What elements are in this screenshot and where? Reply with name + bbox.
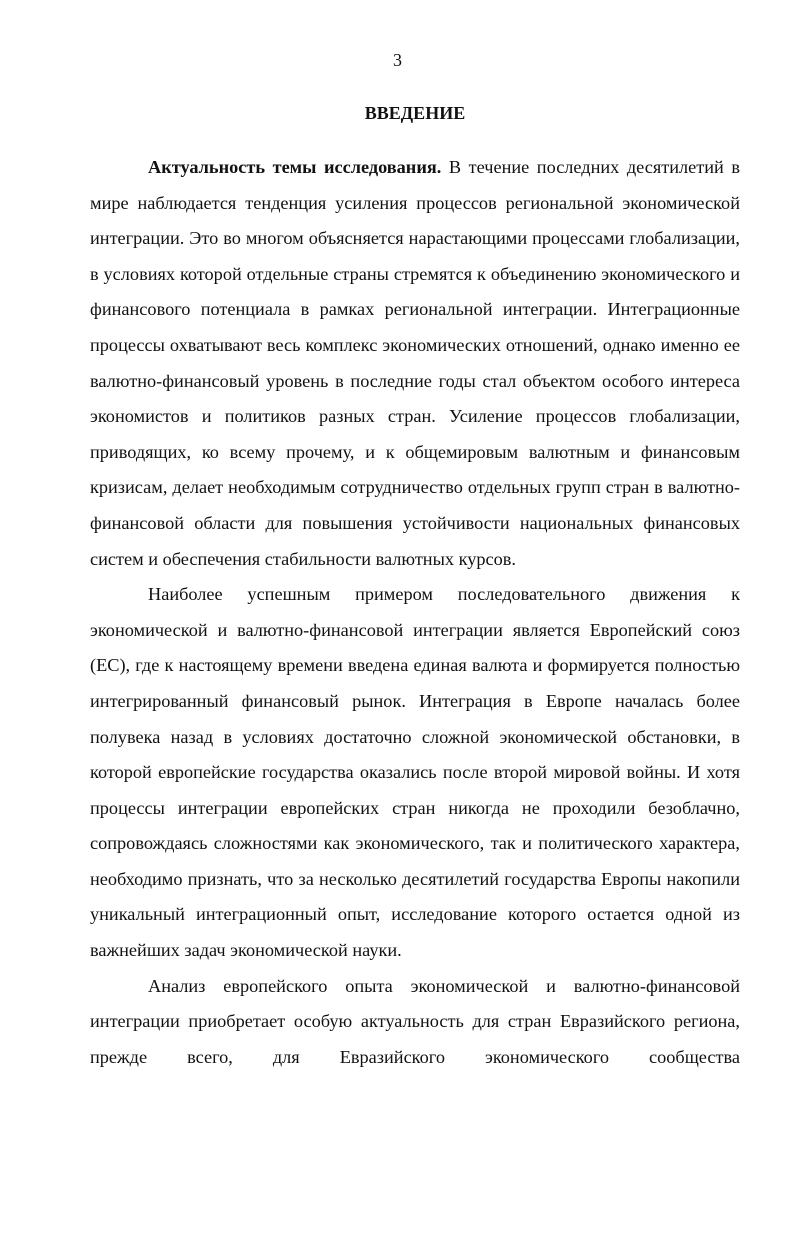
paragraph-text: В течение последних десятилетий в мире наблюдается тенденция усиления процессов региональной экономической интеграции. Это во многом объясняется нарастающими процессами глобализации, в условиях которой отдельные страны стремятся к объединению экономического и финансового потенциала в рамках региональной интеграции. Интеграционные процессы охватывают весь комплекс экономических отношений, однако именно ее валютно-финансовый уровень в последние годы стал объектом особого интереса экономистов и политиков разных стран. Усиление процессов глобализации, приводящих, ко всему прочему, и к общемировым валютным и финансовым кризисам, делает необходимым сотрудничество отдельных групп стран в валютно-финансовой области для повышения устойчивости национальных финансовых систем и обеспечения стабильности валютных курсов. <box>90 157 740 569</box>
page-number: 3 <box>393 50 402 70</box>
body-text <box>90 150 740 1075</box>
paragraph-text: Анализ европейского опыта экономической и валютно-финансовой интеграции приобретает особую актуальность для стран Евразийского региона, прежде всего, для Евразийского экономического сообщества <box>90 975 740 1067</box>
paragraph-eu-example <box>90 577 740 969</box>
section-heading: ВВЕДЕНИЕ <box>364 103 466 123</box>
paragraph-text: Наиболее успешным примером последовательного движения к экономической и валютно-финансовой интеграции является Европейский союз (ЕС), где к настоящему времени введена единая валюта и формируется полностью интегрированный финансовый рынок. Интеграция в Европе началась более полувека назад в условиях достаточно сложной экономической обстановки, в которой европейские государства оказались после второй мировой войны. И хотя процессы интеграции европейских стран никогда не проходили безоблачно, сопровождаясь сложностями как экономического, так и политического характера, необходимо признать, что за несколько десятилетий государства Европы накопили уникальный интеграционный опыт, исследование которого остается одной из важнейших задач экономической науки. <box>90 584 740 961</box>
paragraph-eurasian <box>90 969 740 1076</box>
paragraph-relevance <box>90 150 740 577</box>
paragraph-lead: Актуальность темы исследования. <box>148 157 442 177</box>
